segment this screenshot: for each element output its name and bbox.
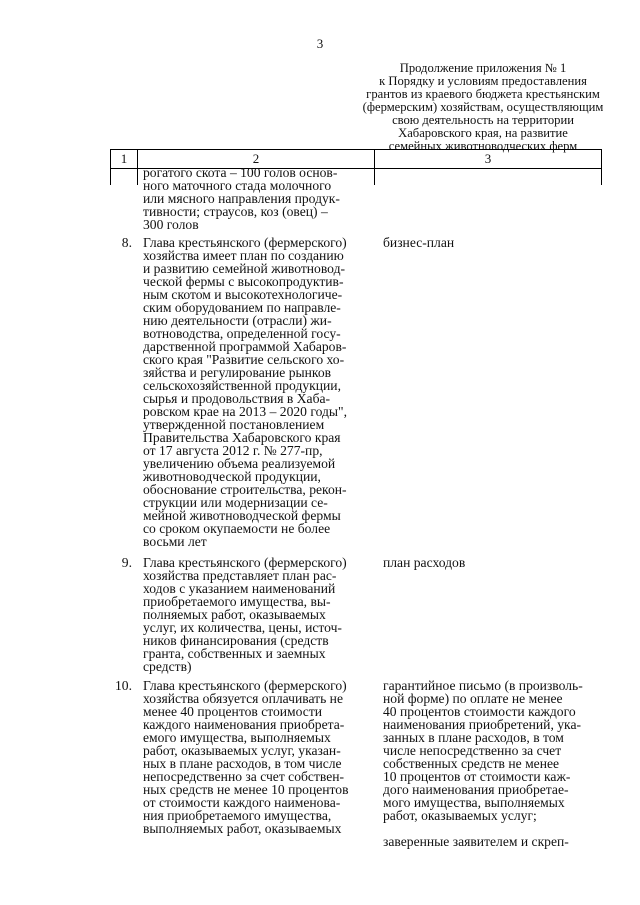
criteria-line: дарственной программой Хабаров- — [143, 339, 347, 354]
criteria-line: сельскохозяйственной продукции, — [143, 378, 341, 393]
header-line: Продолжение приложения № 1 — [399, 61, 567, 75]
criteria-line: ским оборудованием по направле- — [143, 300, 341, 315]
document-line: ной форме) по оплате не менее — [383, 691, 563, 706]
criteria-line: вотноводства, определенной госу- — [143, 326, 341, 341]
document-line: 10 процентов от стоимости каж- — [383, 769, 571, 784]
header-line: к Порядку и условиям предоставления — [379, 74, 587, 88]
criteria-line: обоснование строительства, рекон- — [143, 482, 347, 497]
criteria-line: хозяйства представляет план рас- — [143, 568, 337, 583]
row-number: 9. — [121, 555, 132, 570]
criteria-line: ного маточного стада молочного — [143, 178, 332, 193]
document-line: бизнес-план — [383, 235, 455, 250]
criteria-line: со сроком окупаемости не более — [143, 521, 331, 536]
document-line: собственных средств не менее — [383, 756, 560, 771]
criteria-line: ческой фермы с высокопродуктив- — [143, 274, 344, 289]
document-line: мого имущества, выполняемых — [383, 795, 565, 810]
criteria-line: хозяйства обязуется оплачивать не — [143, 691, 343, 706]
document-line: работ, оказываемых услуг; — [383, 808, 537, 823]
criteria-cell — [143, 556, 373, 673]
page-number: 3 — [316, 36, 324, 51]
document-line: числе непосредственно за счет — [383, 743, 562, 758]
criteria-line: рогатого скота – 100 голов основ- — [143, 165, 338, 180]
criteria-line: Правительства Хабаровского края — [143, 430, 341, 445]
criteria-line: приобретаемого имущества, вы- — [143, 594, 331, 609]
criteria-line: ных средств не менее 10 процентов — [143, 782, 349, 797]
document-line: дого наименования приобретае- — [383, 782, 569, 797]
row-number: 10. — [115, 678, 132, 693]
criteria-line: ным скотом и высокотехнологиче- — [143, 287, 343, 302]
criteria-line: хозяйства имеет план по созданию — [143, 248, 344, 263]
criteria-line: мейной животноводческой фермы — [143, 508, 341, 523]
criteria-line: каждого наименования приобрета- — [143, 717, 345, 732]
criteria-line: емого имущества, выполняемых — [143, 730, 331, 745]
criteria-line: 300 голов — [143, 217, 199, 232]
criteria-line: от 17 августа 2012 г. № 277-пр, — [143, 443, 323, 458]
row-number: 8. — [121, 235, 132, 250]
criteria-line: выполняемых работ, оказываемых — [143, 821, 342, 836]
header-line: грантов из краевого бюджета крестьянским — [366, 87, 600, 101]
header-line: семейных животноводческих ферм — [388, 139, 578, 153]
criteria-line: гранта, собственных и заемных — [143, 646, 326, 661]
criteria-line: услуг, их количества, цены, источ- — [143, 620, 342, 635]
criteria-line: и развитию семейной животновод- — [143, 261, 346, 276]
criteria-cell — [143, 236, 373, 548]
criteria-line: средств) — [143, 659, 192, 674]
criteria-line: сырья и продовольствия в Хаба- — [143, 391, 331, 406]
document-line: заверенные заявителем и скреп- — [383, 834, 569, 849]
criteria-line: нию деятельности (отрасли) жи- — [143, 313, 332, 328]
criteria-line: полняемых работ, оказываемых — [143, 607, 326, 622]
criteria-line: Глава крестьянского (фермерского) — [143, 235, 347, 250]
criteria-line: ского края "Развитие сельского хо- — [143, 352, 345, 367]
column-header-2: 2 — [138, 150, 375, 169]
documents-cell — [383, 556, 598, 569]
criteria-line: животноводческой продукции, — [143, 469, 321, 484]
criteria-line: работ, оказываемых услуг, указан- — [143, 743, 341, 758]
header-line: (фермерским) хозяйствам, осуществляющим — [362, 100, 604, 114]
document-line: наименования приобретений, ука- — [383, 717, 582, 732]
criteria-line: менее 40 процентов стоимости — [143, 704, 323, 719]
criteria-line: непосредственно за счет собствен- — [143, 769, 345, 784]
column-header-3: 3 — [375, 150, 602, 169]
criteria-line: тивности; страусов, коз (овец) – — [143, 204, 328, 219]
criteria-line: ников финансирования (средств — [143, 633, 329, 648]
documents-cell — [383, 679, 598, 848]
column-header-1: 1 — [111, 150, 138, 169]
document-line: гарантийное письмо (в произволь- — [383, 678, 583, 693]
criteria-line: увеличению объема реализуемой — [143, 456, 336, 471]
criteria-line: ходов с указанием наименований — [143, 581, 336, 596]
criteria-line: ровском крае на 2013 – 2020 годы", — [143, 404, 347, 419]
criteria-line: ния приобретаемого имущества, — [143, 808, 332, 823]
documents-cell — [383, 236, 598, 249]
document-line: занных в плане расходов, в том — [383, 730, 564, 745]
document-line: 40 процентов стоимости каждого — [383, 704, 576, 719]
header-line: свою деятельность на территории — [392, 113, 574, 127]
criteria-line: струкции или модернизации се- — [143, 495, 328, 510]
criteria-cell — [143, 166, 373, 231]
criteria-line: ных в плане расходов, в том числе — [143, 756, 342, 771]
header-line: Хабаровского края, на развитие — [398, 126, 568, 140]
criteria-line: или мясного направления продук- — [143, 191, 340, 206]
criteria-line: восьми лет — [143, 534, 207, 549]
criteria-line: зяйства и регулирование рынков — [143, 365, 332, 380]
criteria-line: Глава крестьянского (фермерского) — [143, 678, 347, 693]
criteria-line: утвержденной постановлением — [143, 417, 325, 432]
criteria-line: Глава крестьянского (фермерского) — [143, 555, 347, 570]
criteria-cell — [143, 679, 373, 835]
document-line: план расходов — [383, 555, 466, 570]
criteria-line: от стоимости каждого наименова- — [143, 795, 341, 810]
